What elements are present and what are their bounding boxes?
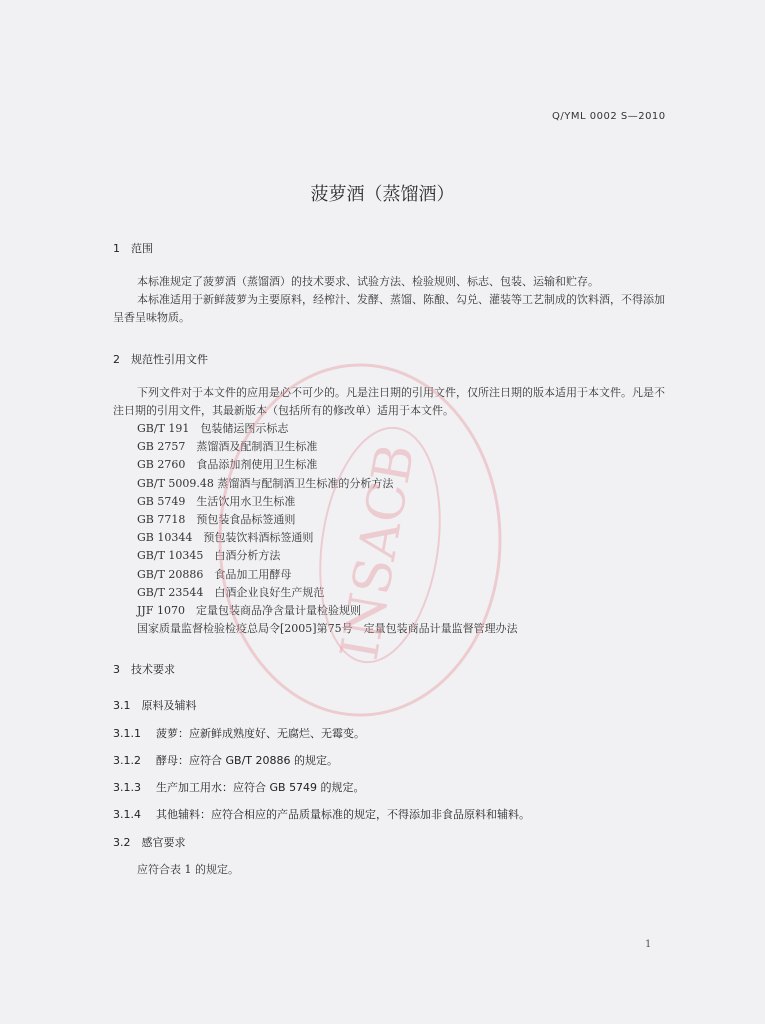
reference-item: GB 5749 生活饮用水卫生标准 — [137, 494, 296, 508]
section-2-heading: 2 规范性引用文件 — [113, 353, 208, 366]
reference-item: JJF 1070 定量包装商品净含量计量检验规则 — [137, 604, 361, 618]
reference-item: GB 2757 蒸馏酒及配制酒卫生标准 — [137, 440, 318, 454]
reference-item: GB 7718 预包装食品标签通则 — [137, 513, 296, 527]
reference-item: 国家质量监督检验检疫总局令[2005]第75号 定量包装商品计量监督管理办法 — [137, 622, 518, 636]
reference-item: GB/T 20886 食品加工用酵母 — [137, 567, 292, 581]
standard-code: Q/YML 0002 S—2010 — [552, 111, 666, 122]
section-3-2-heading: 3.2 感官要求 — [113, 836, 186, 849]
document-title: 菠萝酒（蒸馏酒） — [310, 184, 455, 205]
requirement-text: 菠萝：应新鲜成熟度好、无腐烂、无霉变。 — [156, 727, 365, 740]
reference-item: GB/T 23544 白酒企业良好生产规范 — [137, 585, 325, 599]
page-number: 1 — [645, 939, 652, 950]
section-1-heading: 1 范围 — [113, 242, 153, 255]
reference-item: GB/T 5009.48 蒸馏酒与配制酒卫生标准的分析方法 — [137, 476, 394, 490]
requirement-number: 3.1.2 — [113, 754, 141, 767]
requirement-number: 3.1.4 — [113, 808, 141, 821]
scope-para-2: 本标准适用于新鲜菠萝为主要原料，经榨汁、发酵、蒸馏、陈酿、勾兑、灌装等工艺制成的饮料酒，不得添加呈香呈味物质。 — [113, 293, 665, 324]
table-reference-note: 应符合表 1 的规定。 — [137, 863, 239, 876]
requirement-item — [113, 806, 530, 822]
requirement-item — [113, 779, 365, 795]
reference-item: GB/T 191 包装储运图示标志 — [137, 422, 289, 435]
reference-item: GB 10344 预包装饮料酒标签通则 — [137, 531, 314, 545]
references-intro: 下列文件对于本文件的应用是必不可少的。凡是注日期的引用文件，仅所注日期的版本适用于本文件。凡是不注日期的引用文件，其最新版本（包括所有的修改单）适用于本文件。 — [113, 386, 665, 417]
requirement-item — [113, 725, 365, 741]
requirement-text: 其他辅料：应符合相应的产品质量标准的规定，不得添加非食品原料和辅料。 — [156, 808, 530, 821]
requirement-text: 酵母：应符合 GB/T 20886 的规定。 — [156, 754, 338, 767]
reference-item: GB/T 10345 白酒分析方法 — [137, 549, 281, 563]
reference-item: GB 2760 食品添加剂使用卫生标准 — [137, 458, 318, 472]
requirement-number: 3.1.3 — [113, 781, 141, 794]
section-3-1-heading: 3.1 原料及辅料 — [113, 699, 197, 712]
svg-text:INSACB: INSACB — [329, 439, 427, 665]
section-3-heading: 3 技术要求 — [113, 663, 175, 676]
reference-list — [137, 420, 518, 638]
requirement-item — [113, 752, 338, 768]
requirement-text: 生产加工用水：应符合 GB 5749 的规定。 — [156, 781, 365, 794]
requirement-number: 3.1.1 — [113, 727, 141, 740]
scope-para-1: 本标准规定了菠萝酒（蒸馏酒）的技术要求、试验方法、检验规则、标志、包装、运输和贮存。 — [137, 275, 599, 288]
